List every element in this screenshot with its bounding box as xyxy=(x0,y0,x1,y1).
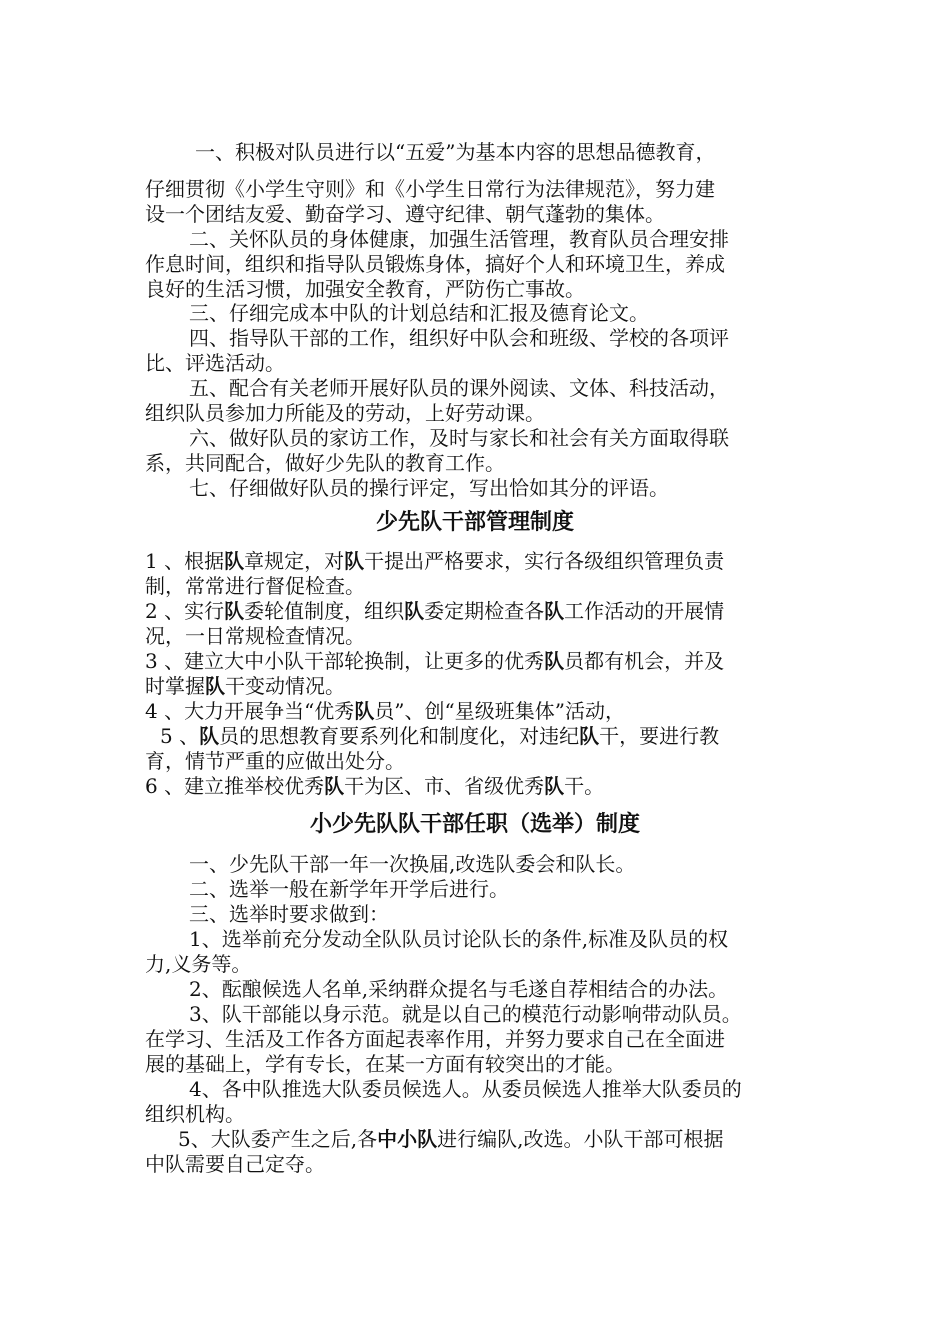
paragraph-line: 3、队干部能以身示范。就是以自己的模范行动影响带动队员。 xyxy=(189,1002,742,1026)
paragraph-line: 在学习、生活及工作各方面起表率作用，并努力要求自己在全面进 xyxy=(145,1027,725,1051)
paragraph-line: 良好的生活习惯，加强安全教育，严防伤亡事故。 xyxy=(145,277,585,301)
paragraph-line: 三、选举时要求做到： xyxy=(189,902,389,926)
paragraph-line: 设一个团结友爱、勤奋学习、遵守纪律、朝气蓬勃的集体。 xyxy=(145,202,665,226)
list-item: 1 、根据队章规定，对队干提出严格要求，实行各级组织管理负责 xyxy=(145,549,725,573)
paragraph-line: 组织机构。 xyxy=(145,1102,245,1126)
paragraph-line: 4、各中队推选大队委员候选人。从委员候选人推举大队委员的 xyxy=(189,1077,742,1101)
list-item: 3 、建立大中小队干部轮换制，让更多的优秀队员都有机会，并及 xyxy=(145,649,725,673)
paragraph-line: 系，共同配合，做好少先队的教育工作。 xyxy=(145,451,505,475)
paragraph-line: 四、指导队干部的工作，组织好中队会和班级、学校的各项评 xyxy=(189,326,729,350)
paragraph-line: 展的基础上，学有专长，在某一方面有较突出的才能。 xyxy=(145,1052,625,1076)
paragraph-line: 二、选举一般在新学年开学后进行。 xyxy=(189,877,509,901)
paragraph-line: 一、积极对队员进行以“五爱”为基本内容的思想品德教育， xyxy=(195,140,716,164)
paragraph-line: 三、仔细完成本中队的计划总结和汇报及德育论文。 xyxy=(189,301,649,325)
list-item-continuation: 育，情节严重的应做出处分。 xyxy=(145,749,405,773)
paragraph-line: 一、少先队干部一年一次换届,改选队委会和队长。 xyxy=(189,852,636,876)
section-heading: 少先队干部管理制度 xyxy=(375,510,574,535)
section-heading: 小少先队队干部任职（选举）制度 xyxy=(309,812,640,837)
list-item: 2 、实行队委轮值制度，组织队委定期检查各队工作活动的开展情 xyxy=(145,599,725,623)
list-item: 6 、建立推举校优秀队干为区、市、省级优秀队干。 xyxy=(145,774,605,798)
paragraph-line: 5、大队委产生之后,各中小队进行编队,改选。小队干部可根据 xyxy=(178,1127,724,1151)
paragraph-line: 七、仔细做好队员的操行评定，写出恰如其分的评语。 xyxy=(189,476,669,500)
list-item-continuation: 时掌握队干变动情况。 xyxy=(145,674,345,698)
paragraph-line: 比、评选活动。 xyxy=(145,351,285,375)
paragraph-line: 五、配合有关老师开展好队员的课外阅读、文体、科技活动， xyxy=(189,376,729,400)
paragraph-line: 中队需要自己定夺。 xyxy=(145,1152,325,1176)
paragraph-line: 仔细贯彻《小学生守则》和《小学生日常行为法律规范》，努力建 xyxy=(145,177,715,201)
list-item: 5 、队员的思想教育要系列化和制度化，对违纪队干，要进行教 xyxy=(160,724,720,748)
paragraph-line: 作息时间，组织和指导队员锻炼身体，搞好个人和环境卫生，养成 xyxy=(145,252,725,276)
paragraph-line: 二、关怀队员的身体健康，加强生活管理，教育队员合理安排 xyxy=(189,227,729,251)
list-item-continuation: 制，常常进行督促检查。 xyxy=(145,574,365,598)
list-item: 4 、大力开展争当“优秀队员”、创“星级班集体”活动， xyxy=(145,699,625,723)
list-item-continuation: 况，一日常规检查情况。 xyxy=(145,624,365,648)
paragraph-line: 2、酝酿候选人名单,采纳群众提名与毛遂自荐相结合的办法。 xyxy=(189,977,729,1001)
paragraph-line: 1、选举前充分发动全队队员讨论队长的条件,标准及队员的权 xyxy=(189,927,729,951)
paragraph-line: 组织队员参加力所能及的劳动，上好劳动课。 xyxy=(145,401,545,425)
paragraph-line: 六、做好队员的家访工作，及时与家长和社会有关方面取得联 xyxy=(189,426,729,450)
paragraph-line: 力,义务等。 xyxy=(145,952,252,976)
